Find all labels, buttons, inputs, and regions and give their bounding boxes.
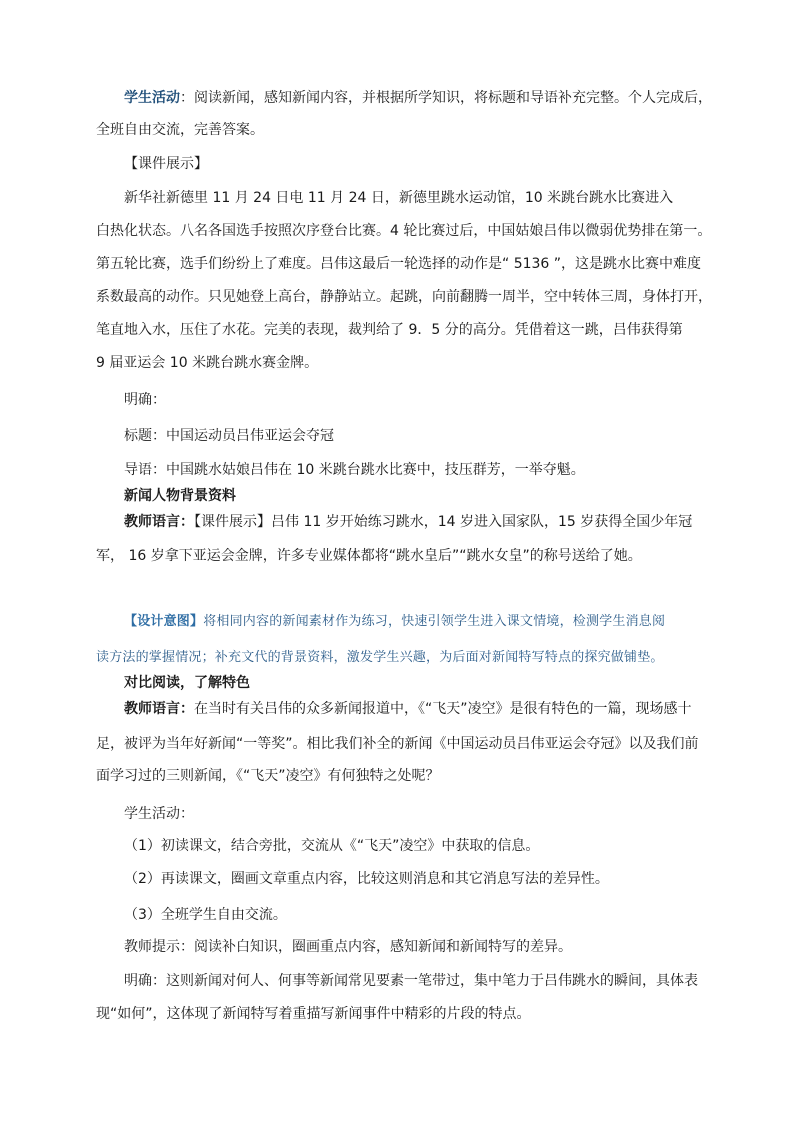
- compare-text-cont: 足，被评为当年好新闻“一等奖”。相比我们补全的新闻《中国运动员吕伟亚运会夺冠》以及我们前: [96, 736, 699, 752]
- news-body-line: 新华社新德里 11 月 24 日电 11 月 24 日，新德里跳水运动馆，10 米跳台跳水比赛进入: [124, 190, 674, 206]
- activity-step-1: （1）初读课文，结合旁批，交流从《“飞天”凌空》中获取的信息。: [124, 838, 540, 854]
- news-body-line: 第五轮比赛，选手们纷纷上了难度。吕伟这最后一轮选择的动作是“ 5136 ”，这是跳水比赛中难度: [96, 256, 702, 272]
- student-activity-text: ：阅读新闻，感知新闻内容，并根据所学知识，将标题和导语补充完整。个人完成后，: [180, 90, 712, 106]
- news-body-line: 9 届亚运会 10 米跳台跳水赛金牌。: [96, 355, 319, 371]
- news-body-line: 白热化状态。八名各国选手按照次序登台比赛。4 轮比赛过后，中国姑娘吕伟以微弱优势排在第一。: [96, 223, 712, 239]
- design-intent-paragraph: [96, 612, 700, 632]
- compare-heading: 对比阅读，了解特色: [124, 675, 250, 691]
- compare-paragraph: [96, 699, 700, 719]
- student-activity-2-label: 学生活动：: [124, 806, 194, 822]
- compare-text: 在当时有关吕伟的众多新闻报道中，《“飞天”凌空》是很有特色的一篇，现场感十: [194, 701, 692, 717]
- clarify-title-line: 标题：中国运动员吕伟亚运会夺冠: [124, 428, 334, 444]
- teacher-language-label: 教师语言：: [124, 514, 194, 530]
- activity-step-2: （2）再读课文，圈画文章重点内容，比较这则消息和其它消息写法的差异性。: [124, 871, 609, 887]
- design-intent-label: 【设计意图】: [124, 614, 204, 629]
- background-paragraph: [96, 512, 700, 532]
- courseware-heading: 【课件展示】: [124, 156, 208, 172]
- activity-step-3: （3）全班学生自由交流。: [124, 907, 287, 923]
- clarify-2-line: 现“如何”，这体现了新闻特写着重描写新闻事件中精彩的片段的特点。: [96, 1006, 531, 1022]
- design-intent-text: 将相同内容的新闻素材作为练习，快速引领学生进入课文情境，检测学生消息阅: [203, 614, 666, 629]
- design-intent-line: 读方法的掌握情况；补充文代的背景资料，激发学生兴趣，为后面对新闻特写特点的探究做铺垫。: [96, 650, 664, 665]
- student-activity-text-cont: 全班自由交流，完善答案。: [96, 122, 264, 138]
- student-activity-paragraph: [96, 88, 712, 108]
- clarify-label: 明确：: [124, 392, 166, 408]
- clarify-2-line: 明确：这则新闻对何人、何事等新闻常见要素一笔带过，集中笔力于吕伟跳水的瞬间，具体表: [124, 973, 698, 989]
- student-activity-label: 学生活动: [124, 90, 180, 106]
- teacher-language-label: 教师语言：: [124, 701, 194, 717]
- design-intent-text-cont: [96, 648, 700, 668]
- background-heading: 新闻人物背景资料: [124, 488, 236, 504]
- background-text-cont: 军， 16 岁拿下亚运会金牌，许多专业媒体都将“跳水皇后”“跳水女皇”的称号送给了她。: [96, 548, 642, 564]
- news-body-line: 笔直地入水，压住了水花。完美的表现，裁判给了 9．5 分的高分。凭借着这一跳，吕伟获得第: [96, 322, 683, 338]
- teacher-hint: 教师提示：阅读补白知识，圈画重点内容，感知新闻和新闻特写的差异。: [124, 939, 572, 955]
- compare-text-cont: 面学习过的三则新闻，《“飞天”凌空》有何独特之处呢？: [96, 768, 440, 784]
- clarify-lead-line: 导语：中国跳水姑娘吕伟在 10 米跳台跳水比赛中，技压群芳，一举夺魁。: [124, 462, 585, 478]
- news-body-line: 系数最高的动作。只见她登上高台，静静站立。起跳，向前翻腾一周半，空中转体三周，身体打开，: [96, 289, 712, 305]
- background-text: 【课件展示】吕伟 11 岁开始练习跳水，14 岁进入国家队，15 岁获得全国少年冠: [194, 514, 693, 530]
